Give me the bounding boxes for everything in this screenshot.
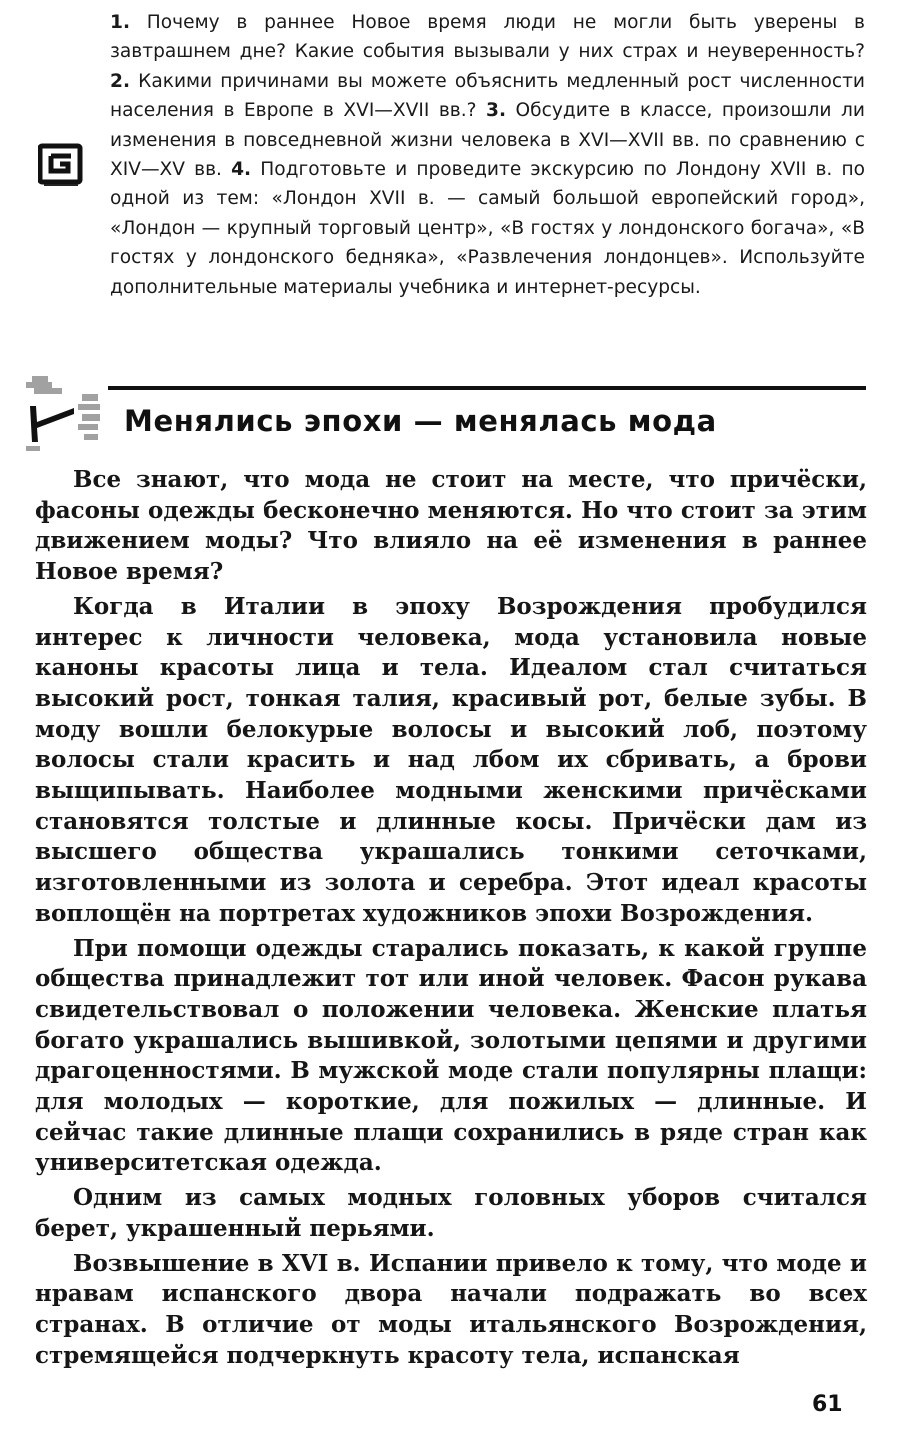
paragraph-spanish-fashion: Возвышение в XVI в. Испании привело к тому, что моде и нравам испанского двора начали подражать во всех странах. В отличие от моды итальянского Возрождения, стремящейся подчеркнуть красоту тела, испанская (35, 1249, 867, 1369)
paragraph-beret: Одним из самых модных головных уборов считался берет, украшенный перьями. (35, 1184, 867, 1242)
question-1-number: 1. (110, 12, 131, 33)
page-number: 61 (812, 1392, 843, 1417)
question-2-text: Какими причинами вы можете объяснить медленный рост численности населения в Европе в XVI—XVII вв.? (110, 70, 865, 122)
questions-g-icon (38, 143, 84, 187)
question-4-number: 4. (231, 159, 252, 181)
review-questions (110, 8, 865, 302)
question-4-text: Подготовьте и проведите экскурсию по Лондону XVII в. по одной из тем: «Лондон XVII в. — самый большой европейский город», «Лондон — крупный торговый центр», «В гостях у лондонского богача», «В гостях у лондонского бедняка», «Развлечения лондонцев». Используйте дополнительные материалы учебника и интернет-ресурсы. (110, 159, 865, 298)
paragraph-renaissance-beauty: Когда в Италии в эпоху Возрождения пробудился интерес к личности человека, мода установила новые каноны красоты лица и тела. Идеалом стал считаться высокий рост, тонкая талия, красивый рот, белые зубы. В моду вошли белокурые волосы и высокий лоб, поэтому волосы стали красить и над лбом их сбривать, а брови выщипывать. Наиболее модными женскими причёсками становятся толстые и длинные косы. Причёски дам из высшего общества украшались тонкими сеточками, изготовленными из золота и серебра. Этот идеал красоты воплощён на портретах художников эпохи Возрождения. (35, 592, 867, 927)
question-2-number: 2. (110, 70, 131, 92)
question-3-text: Обсудите в классе, произошли ли изменения в повседневной жизни человека в XVI—XVII вв. по сравнению с XIV—XV вв. (110, 100, 865, 181)
section-title: Менялись эпохи — менялась мода (124, 404, 717, 438)
paragraph-clothing-status: При помощи одежды старались показать, к какой группе общества принадлежит тот или иной человек. Фасон рукава свидетельствовал о положении человека. Женские платья богато украшались вышивкой, золотыми цепями и другими драгоценностями. В мужской моде стали популярны плащи: для молодых — короткие, для пожилых — длинные. И сейчас такие длинные плащи сохранились в ряде стран как университетская одежда. (35, 934, 867, 1177)
section-pointer-icon (22, 372, 120, 456)
question-1-text: Почему в раннее Новое время люди не могли быть уверены в завтрашнем дне? Какие события вызывали у них страх и неуверенность? (110, 12, 865, 63)
main-text (35, 465, 867, 1375)
paragraph-intro: Все знают, что мода не стоит на месте, что причёски, фасоны одежды бесконечно меняются. Но что стоит за этим движением моды? Что влияло на её изменения в раннее Новое время? (35, 466, 867, 586)
question-3-number: 3. (486, 100, 507, 122)
section-divider (108, 386, 866, 390)
